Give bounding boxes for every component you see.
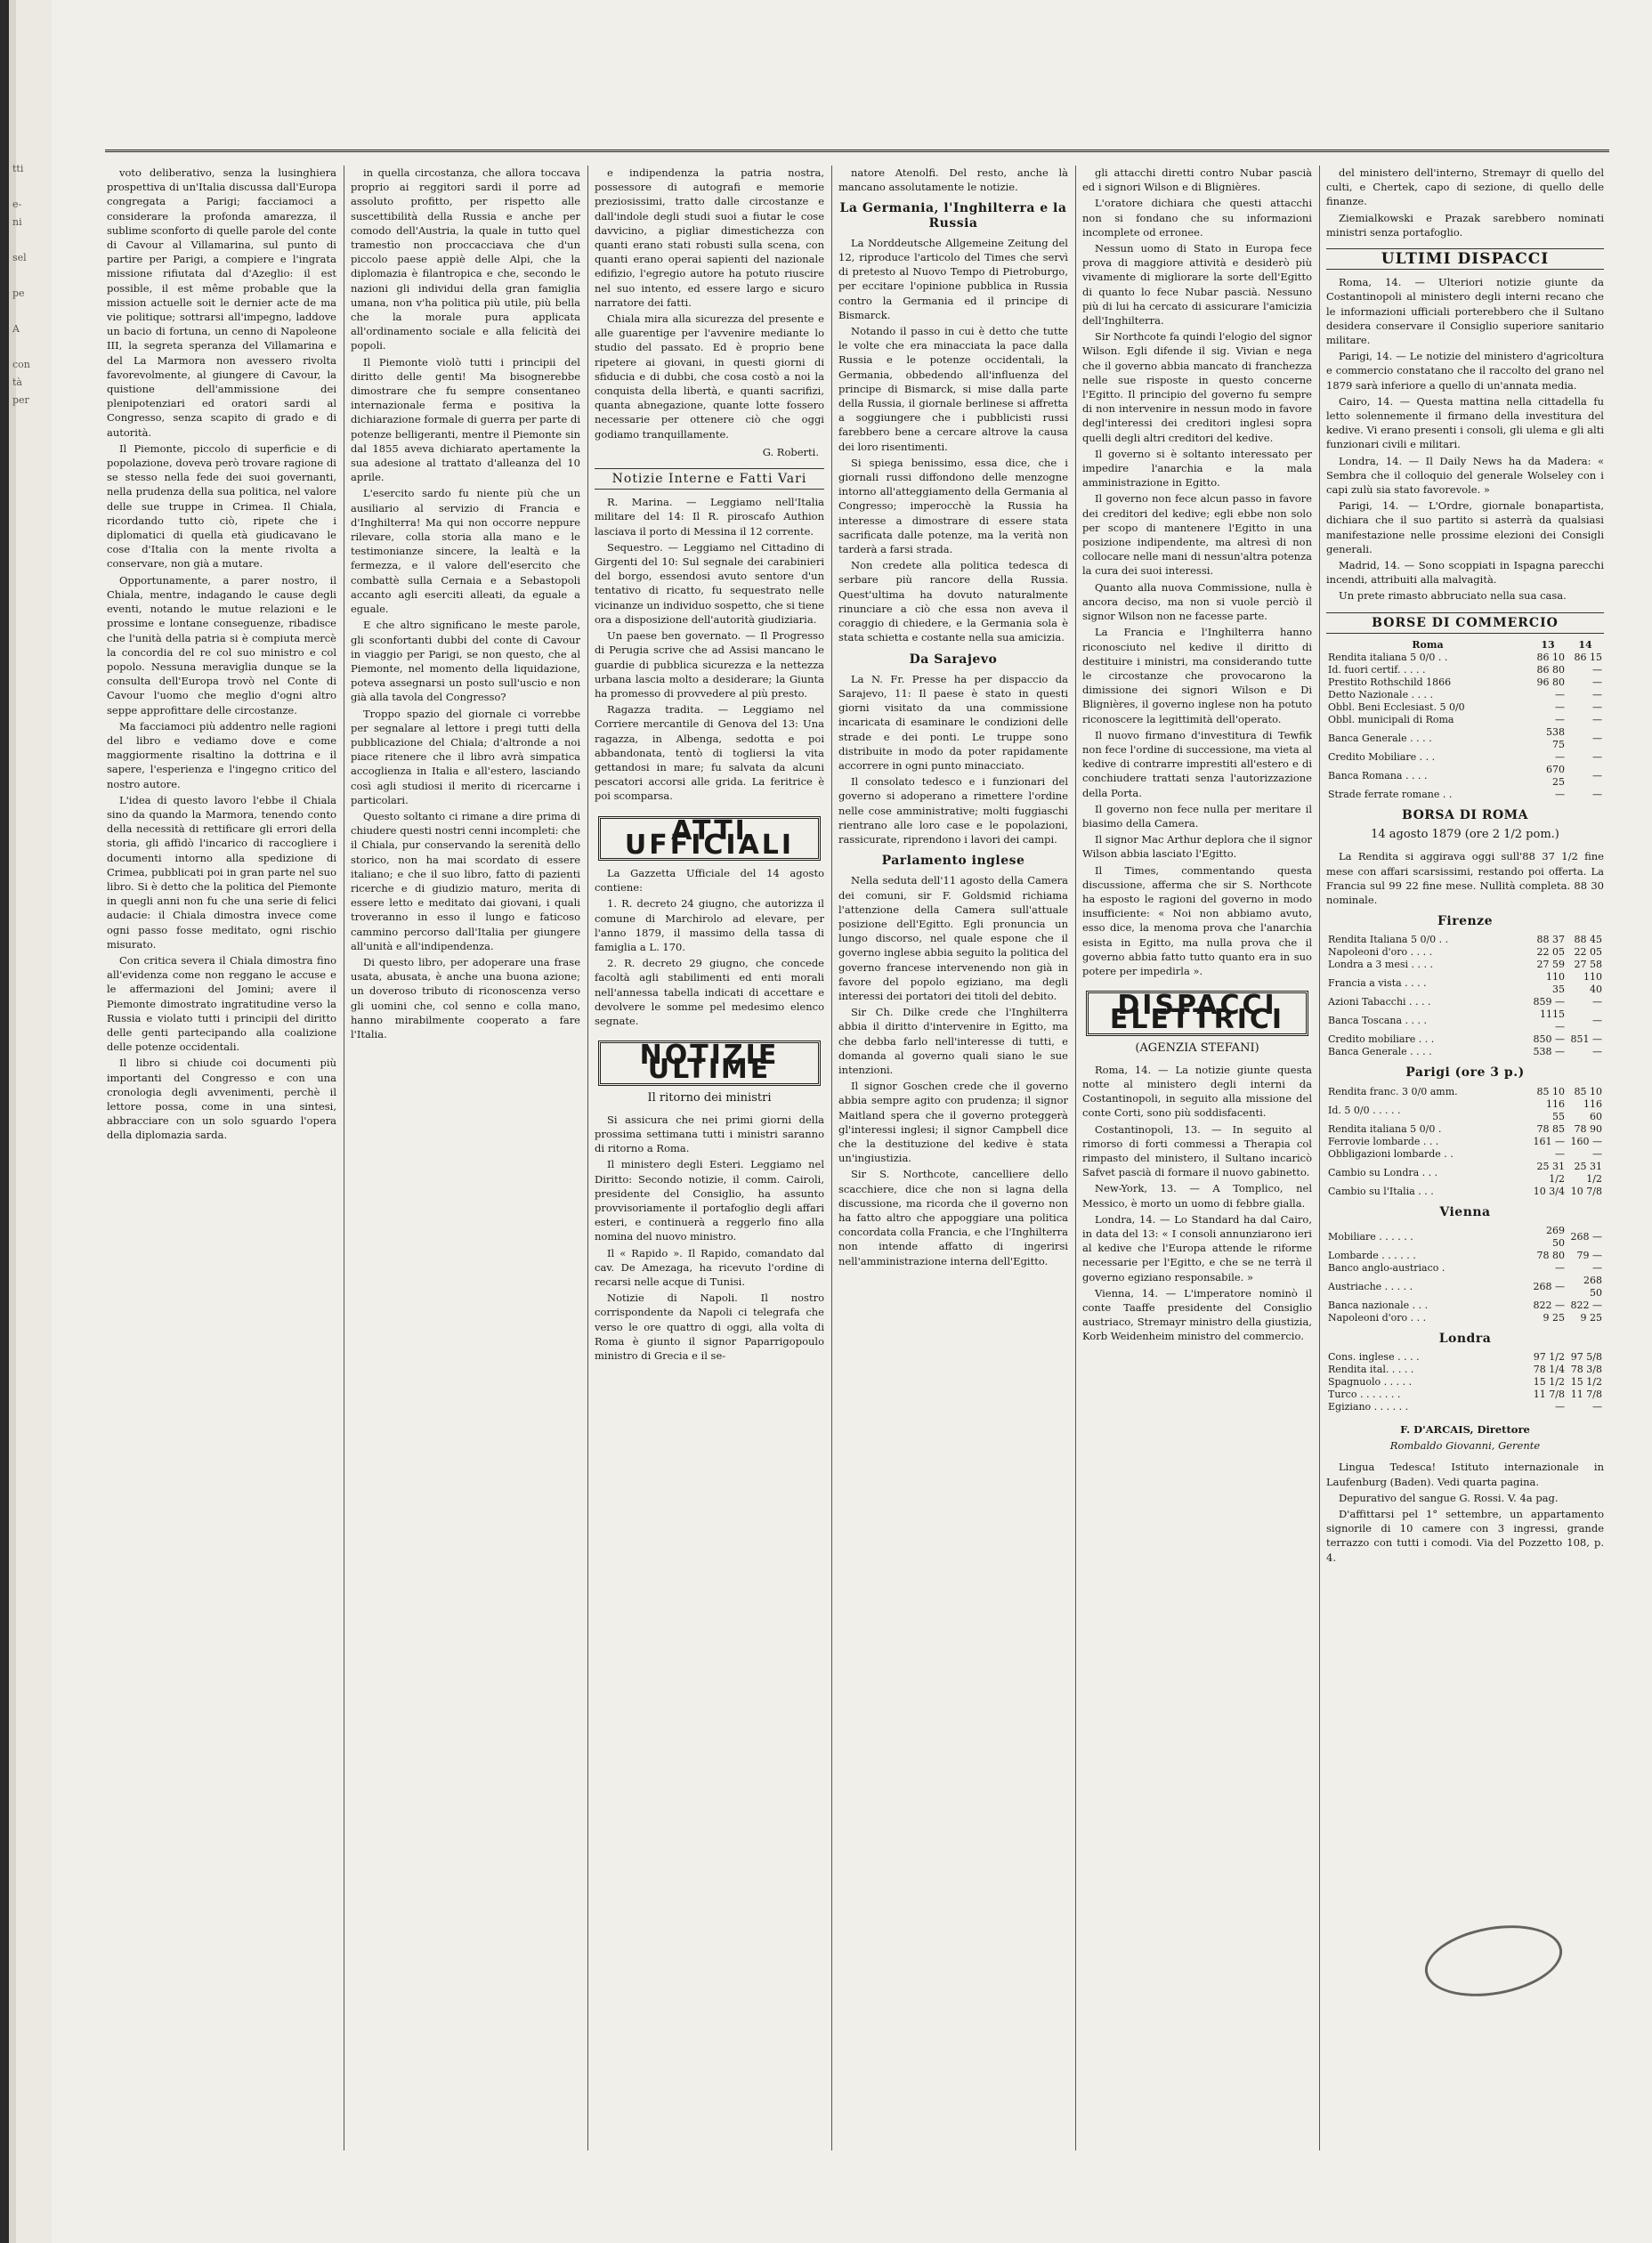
table-cell: 116 60 — [1583, 1097, 1602, 1122]
table-cell: 822 — — [1533, 1299, 1565, 1311]
table-cell: — — [1592, 688, 1602, 700]
col4-paragraph: Nella seduta dell'11 agosto della Camera dei comuni, sir F. Goldsmid richiama l'attenzione della Camera sull'attuale posizione dell'Egitto. Egli pronuncia un lungo discorso, nel quale espone che il governo inglese abbia seguito la politica del governo francese intervenendo non già in favore del popolo egiziano, ma degli interessi dei portatori dei titoli del debito. — [838, 874, 1068, 1002]
table-row — [1326, 946, 1604, 959]
table-cell: 268 — — [1570, 1230, 1602, 1243]
column-4 — [838, 166, 1068, 2150]
table-cell: 268 50 — [1583, 1274, 1602, 1299]
table-cell: — — [1592, 732, 1602, 744]
table-cell: Banco anglo-austriaco . — [1328, 1261, 1446, 1274]
header-rule — [105, 150, 1609, 152]
col2-paragraph: in quella circostanza, che allora toccava proprio ai reggitori sardi il porre ad assoluto profitto, per rispetto alle suscettibilità della Russia e anche per comodo dell'Austria, la quale in tutto quel tramestìo non proccacciava che d'un piccolo paese appiè delle Alpi, che la diplomazia è filantropica e che, secondo le nazioni gli individui della gran famiglia umana, non v'ha politica più utile, più bella che la morale pura applicata all'ordinamento sociale e alla felicità dei popoli. — [351, 166, 580, 352]
column-3 — [595, 166, 824, 2150]
table-cell: — — [1592, 663, 1602, 676]
table-cell: 97 5/8 — [1570, 1350, 1602, 1363]
atti-item: La Gazzetta Ufficiale del 14 agosto contiene: — [595, 866, 824, 895]
table-cell: — — [1592, 769, 1602, 781]
table-cell: 110 40 — [1583, 971, 1602, 996]
col1-paragraph: Il libro si chiude coi documenti più importanti del Congresso e con una cronologia degli avvenimenti, perchè il lettore possa, come in una sintesi, abbracciare con un solo sguardo l'opera della diplomazia sarda. — [107, 1057, 336, 1142]
column-rule — [831, 166, 832, 2150]
table-cell: 10 3/4 — [1533, 1185, 1565, 1197]
dispaccio-item: Roma, 14. — La notizie giunte questa notte al ministero degli interni da Costantinopoli, in seguito alla missione del conte Corti, sono più soddisfacenti. — [1082, 1063, 1312, 1120]
table-row — [1326, 1046, 1604, 1058]
table-cell: 1115 — — [1540, 1008, 1565, 1033]
advertisement: D'affittarsi pel 1° settembre, un appartamento signorile di 10 camere con 3 ingressi, grande terrazzo con tutti i comodi. Via del Pozzetto 108, p. 4. — [1326, 1507, 1604, 1564]
news-item: Un paese ben governato. — Il Progresso di Perugia scrive che ad Assisi mancano le guardie di pubblica sicurezza e la nettezza urbana lascia molto a desiderare; la Giunta ha promesso di provvedere al più presto. — [595, 629, 824, 700]
table-row — [1326, 1033, 1604, 1046]
dispaccio-item: Vienna, 14. — L'imperatore nominò il conte Taaffe presidente del Consiglio austriaco, Stremayr ministro della giustizia, Korb Weidenheim ministro del commercio. — [1082, 1286, 1312, 1343]
table-row — [1326, 664, 1604, 676]
table-cell: Mobiliare . . . . . . — [1328, 1230, 1413, 1243]
firenze-heading: Firenze — [1437, 914, 1494, 929]
table-cell: 78 1/4 — [1533, 1363, 1565, 1375]
table-cell: — — [1555, 750, 1565, 763]
table-cell: — — [1592, 996, 1602, 1008]
table-cell: 88 37 — [1536, 934, 1565, 946]
table-cell: 25 31 1/2 — [1536, 1160, 1565, 1185]
news-rubric-heading: Notizie Interne e Fatti Vari — [595, 468, 824, 490]
table-header-cell: Roma — [1412, 638, 1444, 651]
col5-paragraph: L'oratore dichiara che questi attacchi non si fondano che su informazioni incomplete od erronee. — [1082, 197, 1312, 239]
table-cell: 25 31 1/2 — [1574, 1160, 1602, 1185]
binding-margin-text: tti e- ni sel pe A con tà per — [12, 163, 30, 406]
table-cell: 9 25 — [1580, 1311, 1602, 1324]
table-row — [1326, 1123, 1604, 1136]
col4-paragraph: La N. Fr. Presse ha per dispaccio da Sarajevo, 11: Il paese è stato in questi giorni visitato da una commissione incaricata di esaminare le condizioni delle strade e dei ponti. Le truppe sono distribuite in modo da poter rapidamente accorrere in ogni punto minacciato. — [838, 672, 1068, 772]
table-row — [1326, 1389, 1604, 1401]
table-cell: 27 59 — [1536, 959, 1565, 971]
table-row — [1326, 764, 1604, 789]
table-cell: Azioni Tabacchi . . . . — [1328, 996, 1431, 1008]
table-row — [1326, 996, 1604, 1008]
vienna-table — [1326, 1225, 1604, 1324]
table-cell: — — [1592, 750, 1602, 763]
table-cell: — — [1592, 1046, 1602, 1058]
table-cell: Ferrovie lombarde . . . — [1328, 1135, 1439, 1147]
col5-paragraph: Nessun uomo di Stato in Europa fece prova di maggiore attività e desiderò più vivamente di migliorare la sorte dell'Egitto di quanto lo fece Nubar pascià. Nessuno più di lui ha cercato di assicurare l'amicizia dell'Inghilterra. — [1082, 242, 1312, 328]
col5-paragraph: Il governo non fece alcun passo in favore dei creditori del kedive; egli ebbe non solo per scopo di mantenere l'Egitto in una posizione indipendente, ma altresì di non collocare nelle mani di nessun'altra potenza la cura dei suoi interessi. — [1082, 492, 1312, 578]
director-signature: F. D'ARCAIS, Direttore — [1400, 1422, 1530, 1436]
col1-paragraph: L'idea di questo lavoro l'ebbe il Chiala sino da quando la Marmora, tenendo conto della necessità di rettificare gli errori della storia, gli affidò l'incarico di raccogliere i documenti intorno alla spedizione di Crimea, pubblicati poi in gran parte nel suo libro. Si è detto che la politica del Piemonte in quegli anni non fu che una serie di felici audacie: il Chiala dimostra invece come ogni passo fosse meditato, ogni rischio misurato. — [107, 793, 336, 951]
table-row — [1326, 676, 1604, 689]
borse-commercio-heading: BORSE DI COMMERCIO — [1326, 612, 1604, 634]
parigi-table — [1326, 1086, 1604, 1198]
table-cell: — — [1592, 788, 1602, 800]
table-cell: 10 7/8 — [1570, 1185, 1602, 1197]
col5-paragraph: La Francia e l'Inghilterra hanno riconosciuto nel kedive il diritto di destituire i ministri, ma considerando tutte le circostanze che provocarono la dimissione dei signori Wilson e Di Blignières, il governo inglese non ha potuto riconoscere la legittimità dell'operato. — [1082, 626, 1312, 725]
table-row — [1326, 971, 1604, 996]
atti-ufficiali-heading: ATTI UFFICIALI — [598, 816, 821, 861]
borsa-roma-text: La Rendita si aggirava oggi sull'88 37 1/2 fine mese con affari scarsissimi, restando poi offerta. La Francia sul 99 22 fine mese. Nullità completa. 88 30 nominale. — [1326, 850, 1604, 906]
table-row — [1326, 1401, 1604, 1413]
ultimi-item: Londra, 14. — Il Daily News ha da Madera: « Sembra che il colloquio del generale Wolseley con i capi zulù sia stato favorevole. » — [1326, 454, 1604, 497]
col4-paragraph: Il consolato tedesco e i funzionari del governo si adoperano a rimettere l'ordine nelle cose amministrative; molti fuggiaschi rientrano alle loro case e le popolazioni, rassicurate, riprendono i lavori dei campi. — [838, 775, 1068, 846]
table-cell: 110 35 — [1546, 971, 1565, 996]
table-cell: Londra a 3 mesi . . . . — [1328, 959, 1433, 971]
col5-paragraph: Il Times, commentando questa discussione, afferma che sir S. Northcote ha esposto le ragioni del governo in modo insufficiente: « Noi non abbiamo avuto, esso dice, la menoma prova che l'anarchia esista in Egitto, ma nulla prova che il governo abbia fatto tutto quanto era in suo potere per impedirla ». — [1082, 863, 1312, 977]
table-header-cell: 14 — [1578, 638, 1592, 651]
col4-paragraph: Notando il passo in cui è detto che tutte le volte che era minacciata la pace dalla Russia e le potenze occidentali, la Germania, obbedendo all'influenza del principe di Bismarck, si mise dalla parte della Russia, il giornale berlinese si affretta a soggiungere che i pubblicisti russi farebbero bene a cercare altrove la causa dei loro risentimenti. — [838, 325, 1068, 453]
borsa-roma-heading: BORSA DI ROMA — [1401, 807, 1529, 822]
col1-paragraph: Con critica severa il Chiala dimostra fino all'evidenza come non reggano le accuse e le affermazioni del Jomini; avere il Piemonte dimostrato ingratitudine verso la Russia e violato tutti i principii del diritto delle genti partecipando alla coalizione delle potenze occidentali. — [107, 953, 336, 1054]
vienna-heading: Vienna — [1439, 1204, 1491, 1219]
table-cell: 851 — — [1570, 1033, 1602, 1046]
table-cell: Rendita Italiana 5 0/0 . . — [1328, 934, 1449, 946]
col4-paragraph: Non credete alla politica tedesca di serbare più rancore della Russia. Quest'ultima ha dovuto naturalmente rinunciare a ciò che essa non aveva il coraggio di chiedere, e la Germania sola è stata schietta e costante nella sua amicizia. — [838, 559, 1068, 644]
table-row — [1326, 1008, 1604, 1033]
col6-lead: del ministero dell'interno, Stremayr di quello del culti, e Chertek, capo di sezione, di quello delle finanze. — [1326, 166, 1604, 208]
table-row — [1326, 1250, 1604, 1262]
table-cell: Id. 5 0/0 . . . . . — [1328, 1104, 1401, 1116]
dispacci-elettrici-heading: DISPACCI ELETTRICI — [1086, 991, 1308, 1035]
col1-paragraph: voto deliberativo, senza la lusinghiera prospettiva di un'Italia discussa dall'Europa congregata a Parigi; facciamoci a considerare la profonda amarezza, il sublime sconforto di quelle parole del conte di Cavour al Villamarina, sul punto di partire per Parigi, a compiere e l'ingrata missione rifiutata dal d'Azeglio: il est possible, il est même probable que la mission actuelle soit le dernier acte de ma vie politique; sottrarsi all'impegno, laddove un bacio di fortuna, un cenno di Napoleone III, la segreta speranza del Villamarina e del La Marmora non avessero rivolta favorevolmente, al giungere di Cavour, la quistione dell'ammissione dei plenipotenziari ed oratori sardi al Congresso, senza scapito di grado e di autorità. — [107, 166, 336, 439]
table-cell: Obbl. Beni Ecclesiast. 5 0/0 — [1328, 700, 1465, 713]
table-cell: — — [1555, 1400, 1565, 1413]
table-row — [1326, 1262, 1604, 1275]
col4-paragraph: Si spiega benissimo, essa dice, che i giornali russi diffondono delle menzogne intorno all'atteggiamento della Germania al Congresso; imperocchè la Russia ha interesse a dimostrare di essere stata sacrificata dalle potenze, ma la verità non tarderà a farsi strada. — [838, 456, 1068, 556]
table-cell: Cambio su Londra . . . — [1328, 1166, 1438, 1178]
table-cell: Egiziano . . . . . . — [1328, 1400, 1409, 1413]
table-row — [1326, 1364, 1604, 1376]
section-heading-sarajevo: Da Sarajevo — [909, 652, 998, 667]
table-cell: 859 — — [1533, 996, 1565, 1008]
ultimi-item: Roma, 14. — Ulteriori notizie giunte da Costantinopoli al ministero degli interni recano che le informazioni ufficiali porterebbero che il Sultano desidera conservare il Consiglio superiore sanitario militare. — [1326, 276, 1604, 347]
table-cell: 11 7/8 — [1570, 1388, 1602, 1400]
borse-table — [1326, 639, 1604, 801]
table-cell: Rendita italiana 5 0/0 . . — [1328, 651, 1448, 663]
advertisement: Lingua Tedesca! Istituto internazionale in Laufenburg (Baden). Vedi quarta pagina. — [1326, 1461, 1604, 1488]
col5-paragraph: Il governo si è soltanto interessato per impedire l'anarchia e la mala amministrazione in Egitto. — [1082, 447, 1312, 490]
col5-paragraph: gli attacchi diretti contro Nubar pascià ed i signori Wilson e di Blignières. — [1082, 166, 1312, 194]
table-row — [1326, 751, 1604, 764]
table-cell: 85 10 — [1536, 1085, 1565, 1097]
londra-heading: Londra — [1438, 1331, 1492, 1346]
ultimi-item: Un prete rimasto abbruciato nella sua casa. — [1339, 589, 1567, 603]
advertisement: Depurativo del sangue G. Rossi. V. 4a pag. — [1339, 1491, 1559, 1504]
table-row — [1326, 789, 1604, 801]
table-cell: — — [1592, 1015, 1602, 1027]
atti-item: 1. R. decreto 24 giugno, che autorizza il comune di Marchirolo ad elevare, per l'anno 1879, il massimo della tassa di famiglia a L. 170. — [595, 897, 824, 953]
table-cell: 78 85 — [1536, 1122, 1565, 1135]
table-row — [1326, 1225, 1604, 1250]
table-cell: — — [1592, 1261, 1602, 1274]
col2-paragraph: Troppo spazio del giornale ci vorrebbe per segnalare al lettore i pregi tutti della pubblicazione del Chiala; d'altronde a noi piace ritenere che il libro avrà simpatica accoglienza in Italia e all'estero, lasciando così agli studiosi il merito di ricercarne i particolari. — [351, 707, 580, 806]
col5-paragraph: Il governo non fece nulla per meritare il biasimo della Camera. — [1082, 802, 1312, 830]
col5-paragraph: Il signor Mac Arthur deplora che il signor Wilson abbia lasciato l'Egitto. — [1082, 833, 1312, 861]
table-cell: — — [1592, 700, 1602, 713]
table-cell: Cambio su l'Italia . . . — [1328, 1185, 1434, 1197]
table-cell: — — [1555, 713, 1565, 725]
manager-signature: Rombaldo Giovanni, Gerente — [1389, 1439, 1541, 1453]
table-cell: 160 — — [1570, 1135, 1602, 1147]
table-row — [1326, 1161, 1604, 1186]
col1-paragraph: Ma facciamoci più addentro nelle ragioni del libro e vediamo dove e come maggiormente risaltino la dottrina e il sapere, l'esperienza e l'ingegno critico del nostro autore. — [107, 719, 336, 790]
table-cell: 78 80 — [1536, 1249, 1565, 1261]
table-cell: Austriache . . . . . — [1328, 1280, 1413, 1292]
col2-paragraph: Di questo libro, per adoperare una frase usata, abusata, è anche una buona azione; un doveroso tributo di riconoscenza verso gli uomini che, col senno e colla mano, hanno mirabilmente cooperato a fare l'Italia. — [351, 955, 580, 1041]
col4-paragraph: Il signor Goschen crede che il governo abbia sempre agito con prudenza; il signor Maitland spera che il governo proteggerà gl'interessi inglesi; il signor Campbell dice che la destituzione del kedive è stata un'ingiustizia. — [838, 1080, 1068, 1165]
news-item: Sequestro. — Leggiamo nel Cittadino di Girgenti del 10: Sul segnale dei carabinieri del borgo, essendosi avuto sentore d'un tentativo di ricatto, fu sequestrato nelle vicinanze un individuo sospetto, che si tiene ora a disposizione dell'autorità giudiziaria. — [595, 540, 824, 626]
table-row — [1326, 1312, 1604, 1324]
ultime-item: Il ministero degli Esteri. Leggiamo nel Diritto: Secondo notizie, il comm. Cairoli, presidente del Consiglio, ha assunto provvisoriamente il portafoglio degli affari esteri, e continuerà a reggerlo fino alla nomina del nuovo ministro. — [595, 1158, 824, 1243]
col4-paragraph: Sir S. Northcote, cancelliere dello scacchiere, dice che non si lagna della discussione, ma ricorda che il governo non ha fatto altro che appoggiare una politica concordata colla Francia, e che l'Inghilterra non intende affatto di ingerirsi nell'amministrazione interna dell'Egitto. — [838, 1168, 1068, 1267]
ultimi-item: Cairo, 14. — Questa mattina nella cittadella fu letto solennemente il firmano della investitura del kedive. Vi erano presenti i consoli, gli ulema e gli alti funzionari civili e militari. — [1326, 394, 1604, 451]
ultime-item: Si assicura che nei primi giorni della prossima settimana tutti i ministri saranno di ritorno a Roma. — [595, 1113, 824, 1155]
table-header-cell: 13 — [1541, 638, 1555, 651]
atti-item: 2. R. decreto 29 giugno, che concede facoltà agli stabilimenti ed enti morali nell'annessa tabella indicati di accettare e devolvere le somme pel medesimo elenco segnate. — [595, 957, 824, 1027]
table-cell: Francia a vista . . . . — [1328, 977, 1427, 990]
table-cell: 22 05 — [1536, 946, 1565, 959]
table-cell: — — [1555, 1261, 1565, 1274]
col3-paragraph: e indipendenza la patria nostra, possessore di autografi e memorie preziosissimi, tratto dalle circostanze e dall'indole degli studi suoi a fiutar le cose davvicino, a pigliar dimestichezza con quanti erano stati robusti sulla scena, con quanti erano operai sapienti del nazionale edifizio, l'egregio autore ha potuto riuscire nel suo intento, ed essere largo e sicuro narratore dei fatti. — [595, 166, 824, 309]
section-heading-parlamento: Parlamento inglese — [881, 854, 1025, 869]
table-cell: 85 10 — [1574, 1085, 1602, 1097]
table-cell: Banca nazionale . . . — [1328, 1299, 1429, 1311]
col3-paragraph: Chiala mira alla sicurezza del presente e alle guarentige per l'avvenire mediante lo studio del passato. Ed è proprio bene ripetere ai giovani, in questi giorni di sfiducia e di dubbi, che cosa costò a noi la conquista della libertà, e quanti sacrifizi, quanta abnegazione, quante lotte fossero necessarie per ottenere ciò che oggi godiamo tranquillamente. — [595, 312, 824, 441]
table-row — [1326, 959, 1604, 971]
table-row — [1326, 1376, 1604, 1389]
table-cell: — — [1555, 1147, 1565, 1160]
dispaccio-item: New-York, 13. — A Tomplico, nel Messico, è morto un uomo di febbre gialla. — [1082, 1182, 1312, 1210]
table-cell: Banca Romana . . . . — [1328, 769, 1428, 781]
article-signature: G. Roberti. — [762, 445, 819, 458]
table-row — [1326, 1186, 1604, 1198]
col5-paragraph: Quanto alla nuova Commissione, nulla è ancora deciso, ma non si vuole perciò il signor Wilson non ne facesse parte. — [1082, 580, 1312, 623]
table-cell: — — [1555, 788, 1565, 800]
table-cell: Prestito Rothschild 1866 — [1328, 676, 1452, 688]
dispacci-subheading: (AGENZIA STEFANI) — [1135, 1041, 1259, 1055]
table-cell: — — [1555, 688, 1565, 700]
table-cell: Detto Nazionale . . . . — [1328, 688, 1434, 700]
table-row — [1326, 726, 1604, 751]
table-cell: 116 55 — [1546, 1097, 1565, 1122]
table-row — [1326, 1148, 1604, 1161]
notizie-ultime-subheading: Il ritorno dei ministri — [647, 1090, 772, 1105]
table-cell: — — [1592, 713, 1602, 725]
table-cell: 78 3/8 — [1570, 1363, 1602, 1375]
ultimi-item: Madrid, 14. — Sono scoppiati in Ispagna parecchi incendi, attribuiti alla malvagità. — [1326, 559, 1604, 587]
table-cell: 538 75 — [1546, 725, 1565, 750]
table-cell: 86 15 — [1574, 651, 1602, 663]
table-row — [1326, 1136, 1604, 1148]
table-cell: — — [1592, 1400, 1602, 1413]
table-cell: Napoleoni d'oro . . . . — [1328, 946, 1433, 959]
page-binding-margin — [0, 0, 52, 2243]
table-cell: Rendita ital. . . . . — [1328, 1363, 1414, 1375]
table-cell: Credito mobiliare . . . — [1328, 1033, 1435, 1046]
table-row — [1326, 714, 1604, 726]
table-cell: 78 90 — [1574, 1122, 1602, 1135]
column-1 — [107, 166, 336, 2150]
table-row — [1326, 1086, 1604, 1098]
table-cell: 161 — — [1533, 1135, 1565, 1147]
table-row — [1326, 1351, 1604, 1364]
col4-paragraph: La Norddeutsche Allgemeine Zeitung del 12, riproduce l'articolo del Times che servì di pretesto al Nuovo Tempo di Pietroburgo, per eccitare l'opinione pubblica in Russia contro la Germania ed il principe di Bismarck. — [838, 236, 1068, 321]
parigi-heading: Parigi (ore 3 p.) — [1405, 1065, 1525, 1081]
table-cell: Id. fuori certif. . . . . — [1328, 663, 1426, 676]
table-cell: Turco . . . . . . . — [1328, 1388, 1401, 1400]
column-rule — [587, 166, 588, 2150]
col5-paragraph: Il nuovo firmano d'investitura di Tewfik non fece l'ordine di successione, ma vieta al kedive di contrarre imprestiti all'estero e di conchiudere trattati senza l'autorizzazione della Porta. — [1082, 728, 1312, 799]
table-cell: 97 1/2 — [1533, 1350, 1565, 1363]
table-row — [1326, 689, 1604, 701]
col1-paragraph: Opportunamente, a parer nostro, il Chiala, mentre, indagando le cause degli eventi, notando le mutue relazioni e le prossime e lontane conseguenze, ribadisce che l'unità della patria si è compiuta mercè la concordia del re col suo ministro e col popolo. Nessuna meraviglia dunque se la consulta dell'Europa trovò nel Conte di Cavour l'uomo che meglio d'ogni altro seppe approfittare delle circostanze. — [107, 573, 336, 717]
col4-lead: natore Atenolfi. Del resto, anche là mancano assolutamente le notizie. — [838, 166, 1068, 194]
column-rule — [1075, 166, 1076, 2150]
table-cell: 822 — — [1570, 1299, 1602, 1311]
table-row — [1326, 1098, 1604, 1123]
col1-paragraph: Il Piemonte, piccolo di superficie e di popolazione, doveva però trovare ragione di se stesso nella fede dei suoi governanti, nella prudenza della sua politica, nel valore delle sue truppe in Crimea. Il Chiala, ricordando tutto ciò, ripete che i diplomatici di quella età giudicavano le cose d'Italia con la mente rivolta a conservare, non già a mutare. — [107, 441, 336, 571]
table-row — [1326, 934, 1604, 946]
table-cell: — — [1592, 1147, 1602, 1160]
col2-paragraph: Questo soltanto ci rimane a dire prima di chiudere questi nostri cenni incompleti: che il Chiala, pur conservando la serenità dello storico, non ha mai scordato di essere italiano; e che il suo libro, fatto di pazienti ricerche e di giudizio maturo, merita di essere letto e meditato dai giovani, i quali troveranno in esso il lungo e faticoso cammino percorso dall'Italia per giungere all'unità e all'indipendenza. — [351, 809, 580, 952]
ultimi-dispacci-heading: ULTIMI DISPACCI — [1326, 248, 1604, 270]
table-header-row — [1326, 639, 1604, 652]
column-2 — [351, 166, 580, 2150]
news-item: R. Marina. — Leggiamo nell'Italia militare del 14: Il R. piroscafo Authion lasciava il porto di Messina il 12 corrente. — [595, 496, 824, 538]
col2-paragraph: L'esercito sardo fu niente più che un ausiliario al servizio di Francia e d'Inghilterra! Ma qui non occorre neppure rilevare, colla storia alla mano e le testimonianze sincere, la lealtà e la fermezza, e il valore dell'esercito che combattè sulla Cernaia e a Sebastopoli accanto agli eserciti alleati, da eguale a eguale. — [351, 487, 580, 616]
column-6 — [1326, 166, 1604, 2150]
ultimi-item: Parigi, 14. — L'Ordre, giornale bonapartista, dichiara che il suo partito si asterrà da qualsiasi manifestazione nelle prossime elezioni dei Consigli generali. — [1326, 499, 1604, 555]
table-cell: Napoleoni d'oro . . . — [1328, 1311, 1427, 1324]
table-cell: 268 — — [1533, 1280, 1565, 1292]
table-row — [1326, 1275, 1604, 1300]
ultimi-item: Parigi, 14. — Le notizie del ministero d'agricoltura e commercio constatano che il raccolto del grano nel 1879 sarà inferiore a quello di un'annata media. — [1326, 350, 1604, 392]
notizie-ultime-heading: NOTIZIE ULTIME — [598, 1041, 821, 1085]
table-cell: 670 25 — [1546, 763, 1565, 788]
firenze-table — [1326, 934, 1604, 1058]
table-cell: 88 45 — [1574, 934, 1602, 946]
table-cell: Cons. inglese . . . . — [1328, 1350, 1420, 1363]
col4-paragraph: Sir Ch. Dilke crede che l'Inghilterra abbia il diritto d'intervenire in Egitto, ma che debba farlo nell'interesse di tutti, e domanda al governo quali siano le sue intenzioni. — [838, 1006, 1068, 1076]
dispaccio-item: Londra, 14. — Lo Standard ha dal Cairo, in data del 13: « I consoli annunziarono ieri al kedive che l'Europa attende le riforme necessarie per l'Egitto, e che se ne terrà il governo egiziano responsabile. » — [1082, 1212, 1312, 1283]
table-cell: Obbligazioni lombarde . . — [1328, 1147, 1454, 1160]
table-cell: 86 10 — [1536, 651, 1565, 663]
table-cell: 269 50 — [1546, 1224, 1565, 1249]
table-cell: Rendita italiana 5 0/0 . — [1328, 1122, 1442, 1135]
londra-table — [1326, 1351, 1604, 1413]
table-cell: 96 80 — [1536, 676, 1565, 688]
table-cell: 15 1/2 — [1533, 1375, 1565, 1388]
table-cell: 538 — — [1533, 1046, 1565, 1058]
news-item: Ragazza tradita. — Leggiamo nel Corriere mercantile di Genova del 13: Una ragazza, in Albenga, sedotta e poi abbandonata, tentò di togliersi la vita gettandosi in mare; fu salvata da alcuni pescatori accorsi alle grida. La feritrice è poi scomparsa. — [595, 703, 824, 803]
table-cell: 15 1/2 — [1570, 1375, 1602, 1388]
table-cell: Strade ferrate romane . . — [1328, 788, 1453, 800]
table-cell: 86 80 — [1536, 663, 1565, 676]
column-5 — [1082, 166, 1312, 2150]
table-cell: 850 — — [1533, 1033, 1565, 1046]
table-cell: Obbl. municipali di Roma — [1328, 713, 1454, 725]
table-cell: Rendita franc. 3 0/0 amm. — [1328, 1085, 1458, 1097]
column-rule — [1319, 166, 1320, 2150]
ultime-item: Il « Rapido ». Il Rapido, comandato dal cav. De Amezaga, ha ricevuto l'ordine di recarsi nelle acque di Tunisi. — [595, 1246, 824, 1289]
table-row — [1326, 701, 1604, 714]
table-cell: Spagnuolo . . . . . — [1328, 1375, 1413, 1388]
col5-paragraph: Sir Northcote fa quindi l'elogio del signor Wilson. Egli difende il sig. Vivian e nega che il governo abbia mancato di franchezza nelle sue risposte in questo concerne l'Egitto. Il principio del governo fu sempre di non intervenire in nessun modo in favore degl'interessi dei creditori inglesi sopra quelli degli altri creditori del kedive. — [1082, 330, 1312, 444]
table-cell: Banca Generale . . . . — [1328, 1046, 1432, 1058]
table-cell: 79 — — [1576, 1249, 1602, 1261]
table-row — [1326, 652, 1604, 664]
table-cell: 9 25 — [1543, 1311, 1565, 1324]
table-cell: 27 58 — [1574, 959, 1602, 971]
table-cell: 11 7/8 — [1533, 1388, 1565, 1400]
table-cell: — — [1555, 700, 1565, 713]
table-cell: Credito Mobiliare . . . — [1328, 750, 1436, 763]
table-cell: Lombarde . . . . . . — [1328, 1249, 1416, 1261]
col6-lead: Ziemialkowski e Prazak sarebbero nominati ministri senza portafoglio. — [1326, 211, 1604, 239]
col2-paragraph: Il Piemonte violò tutti i principii del diritto delle genti! Ma bisognerebbe dimostrare che fu sempre consentaneo internazionale ferma e positiva la dichiarazione formale di guerra per parte di potenze belligeranti, mentre il Piemonte sin dal 1855 aveva dichiarato apertamente la sua adesione al trattato d'alleanza del 10 aprile. — [351, 355, 580, 484]
table-cell: Banca Toscana . . . . — [1328, 1015, 1428, 1027]
table-cell: 22 05 — [1574, 946, 1602, 959]
table-cell: Banca Generale . . . . — [1328, 732, 1432, 744]
table-cell: — — [1592, 676, 1602, 688]
ultime-item: Notizie di Napoli. Il nostro corrispondente da Napoli ci telegrafa che verso le ore quattro di oggi, alla volta di Roma è giunto il signor Paparrigopoulo ministro di Grecia e il se- — [595, 1292, 824, 1363]
section-heading-germania: La Germania, l'Inghilterra e la Russia — [839, 201, 1067, 231]
table-row — [1326, 1300, 1604, 1312]
dispaccio-item: Costantinopoli, 13. — In seguito al rimorso di forti commessi a Therapia col rimpasto del ministero, il Sultano incaricò Safvet pascià di formare il nuovo gabinetto. — [1082, 1122, 1312, 1179]
borsa-roma-time: 14 agosto 1879 (ore 2 1/2 pom.) — [1371, 828, 1559, 842]
col2-paragraph: E che altro significano le meste parole, gli sconfortanti dubbi del conte di Cavour in viaggio per Parigi, se non questo, che al Piemonte, nel momento della liquidazione, poteva assegnarsi un posto sull'uscio e non già alla tavola del Congresso? — [351, 619, 580, 704]
